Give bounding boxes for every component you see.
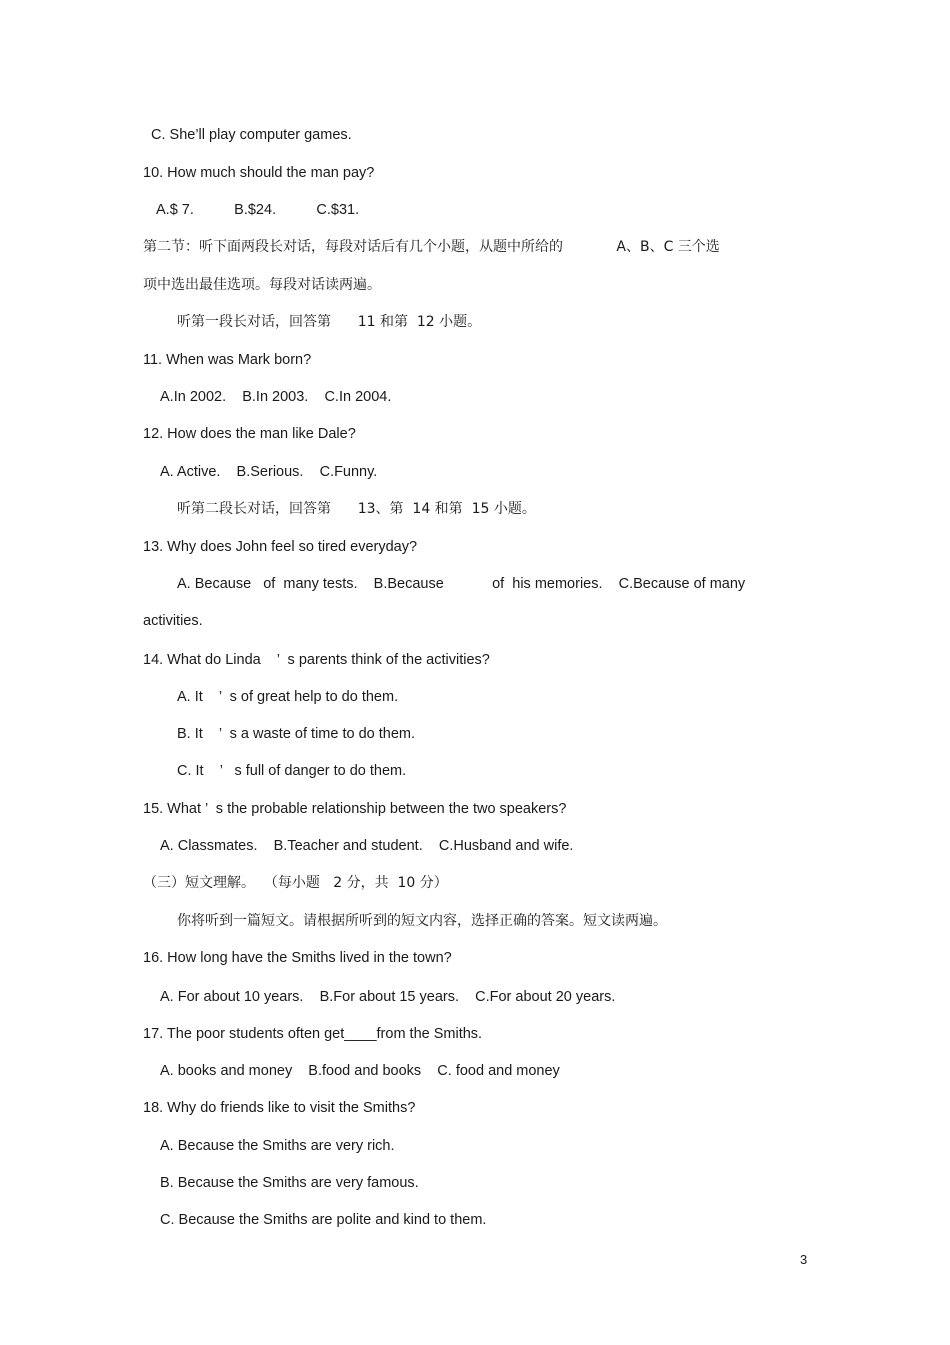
q14-option-a: A. It ’ s of great help to do them.	[177, 689, 399, 705]
q16-question: 16. How long have the Smiths lived in the town?	[143, 950, 452, 966]
section3-instruction: 你将听到一篇短文。请根据所听到的短文内容，选择正确的答案。短文读两遍。	[177, 913, 667, 929]
page-number: 3	[800, 1252, 808, 1267]
q17-question: 17. The poor students often get____from the Smiths.	[143, 1026, 483, 1042]
q10-question: 10. How much should the man pay?	[143, 165, 375, 181]
q18-option-a: A. Because the Smiths are very rich.	[160, 1138, 395, 1154]
q18-question: 18. Why do friends like to visit the Smiths?	[143, 1100, 416, 1116]
q11-question: 11. When was Mark born?	[143, 352, 312, 368]
q18-option-c: C. Because the Smiths are polite and kind to them.	[160, 1212, 487, 1228]
section3-heading: （三）短文理解。 （每小题 2 分，共 10 分）	[143, 875, 448, 891]
q14-option-b: B. It ’ s a waste of time to do them.	[177, 726, 416, 742]
q10-options: A.$ 7. B.$24. C.$31.	[156, 202, 360, 218]
q18-option-b: B. Because the Smiths are very famous.	[160, 1175, 419, 1191]
q12-options: A. Active. B.Serious. C.Funny.	[160, 464, 378, 480]
q15-options: A. Classmates. B.Teacher and student. C.Husband and wife.	[160, 838, 574, 854]
q13-options-cont: activities.	[143, 613, 203, 629]
q14-option-c: C. It ’ s full of danger to do them.	[177, 763, 407, 779]
q17-options: A. books and money B.food and books C. food and money	[160, 1063, 560, 1079]
q13-question: 13. Why does John feel so tired everyday?	[143, 539, 418, 555]
q13-options: A. Because of many tests. B.Because of his memories. C.Because of many	[177, 576, 746, 592]
dialogue2-instruction: 听第二段长对话，回答第 13、第 14 和第 15 小题。	[177, 501, 536, 517]
q9-option-c: C. She’ll play computer games.	[151, 127, 352, 143]
section2-instruction-cont: 项中选出最佳选项。每段对话读两遍。	[143, 277, 381, 293]
q15-question: 15. What ’ s the probable relationship between the two speakers?	[143, 801, 567, 817]
q12-question: 12. How does the man like Dale?	[143, 426, 356, 442]
section2-instruction: 第二节：听下面两段长对话，每段对话后有几个小题，从题中所给的 A、B、C 三个选	[143, 239, 720, 255]
q11-options: A.In 2002. B.In 2003. C.In 2004.	[160, 389, 392, 405]
q14-question: 14. What do Linda ’ s parents think of the activities?	[143, 652, 490, 668]
q16-options: A. For about 10 years. B.For about 15 years. C.For about 20 years.	[160, 989, 616, 1005]
dialogue1-instruction: 听第一段长对话，回答第 11 和第 12 小题。	[177, 314, 482, 330]
